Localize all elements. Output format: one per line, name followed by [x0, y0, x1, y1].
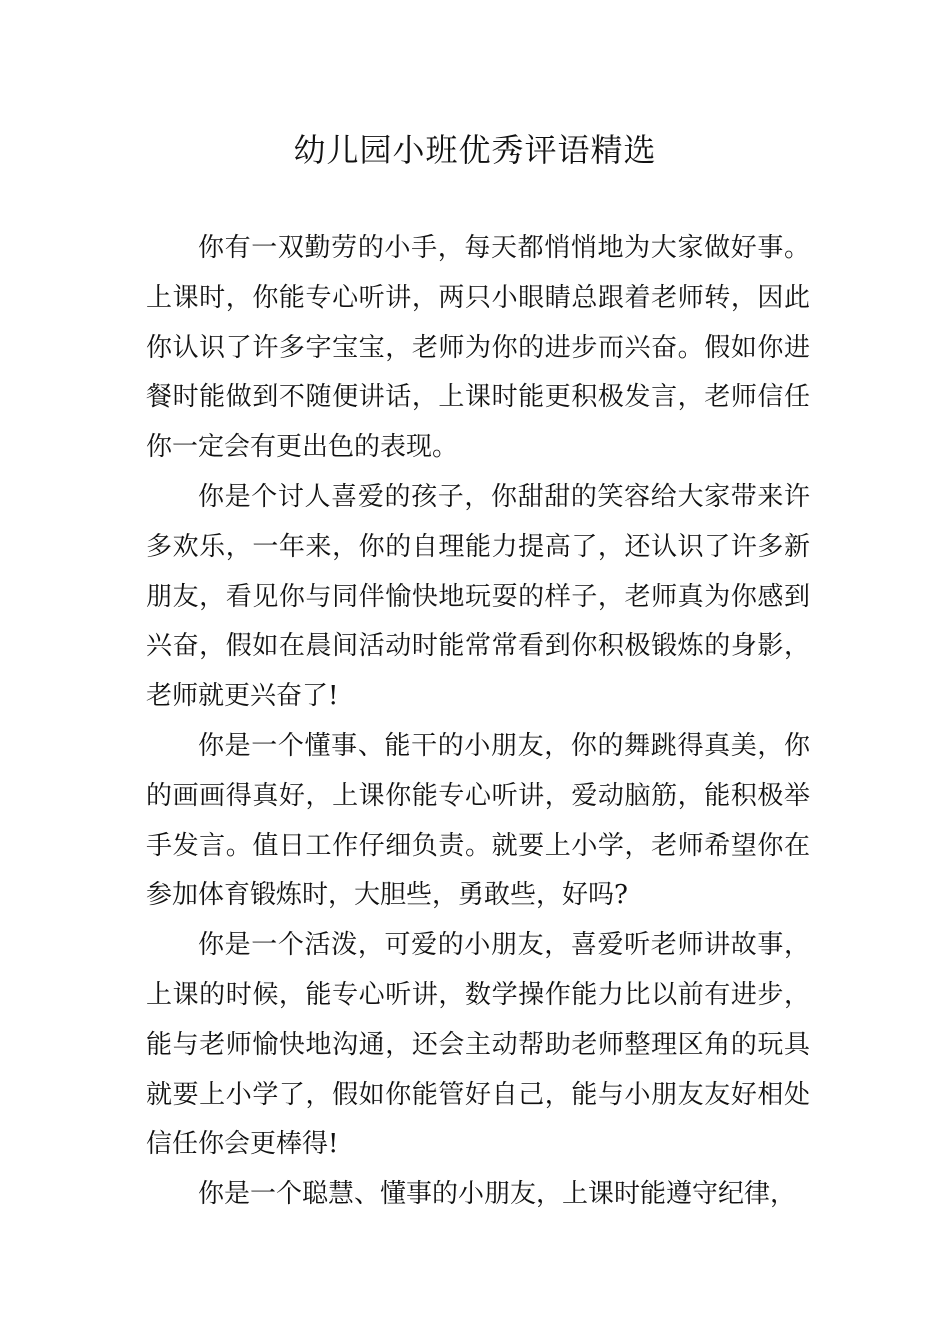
paragraph-1: 你有一双勤劳的小手，每天都悄悄地为大家做好事。上课时，你能专心听讲，两只小眼睛总跟着老师转，因此你认识了许多字宝宝，老师为你的进步而兴奋。假如你进餐时能做到不随便讲话，上课时能更积极发言，老师信任你一定会有更出色的表现。 — [146, 233, 810, 463]
paragraph-5: 你是一个聪慧、懂事的小朋友，上课时能遵守纪律， — [198, 1179, 797, 1210]
document-body — [146, 224, 810, 1220]
paragraph-2: 你是个讨人喜爱的孩子，你甜甜的笑容给大家带来许多欢乐，一年来，你的自理能力提高了，还认识了许多新朋友，看见你与同伴愉快地玩耍的样子，老师真为你感到兴奋，假如在晨间活动时能常常看到你积极锻炼的身影，老师就更兴奋了! — [146, 481, 810, 712]
paragraph-3: 你是一个懂事、能干的小朋友，你的舞跳得真美，你的画画得真好，上课你能专心听讲，爱动脑筋，能积极举手发言。值日工作仔细负责。就要上小学，老师希望你在参加体育锻炼时，大胆些，勇敢些，好吗? — [146, 730, 810, 911]
document-title: 幼儿园小班优秀评语精选 — [293, 131, 657, 169]
paragraph-4: 你是一个活泼，可爱的小朋友，喜爱听老师讲故事，上课的时候，能专心听讲，数学操作能力比以前有进步，能与老师愉快地沟通，还会主动帮助老师整理区角的玩具就要上小学了，假如你能管好自己，能与小朋友友好相处信任你会更棒得! — [146, 930, 810, 1160]
